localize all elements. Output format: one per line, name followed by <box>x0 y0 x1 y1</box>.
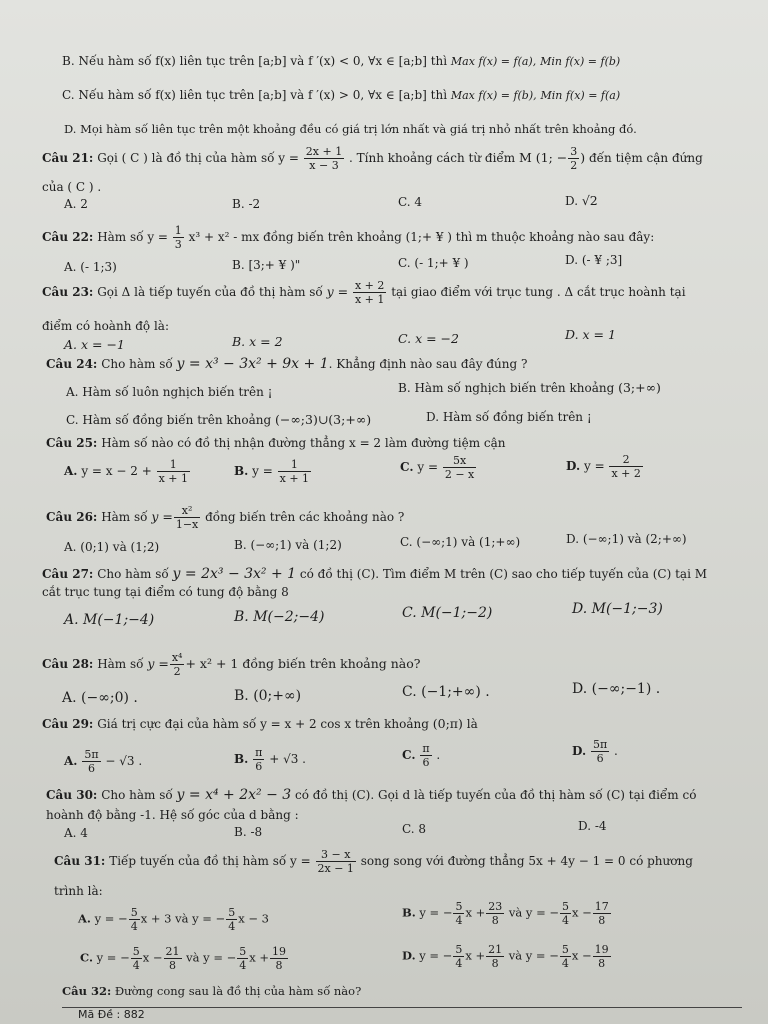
q22-option-b[interactable]: B. [3;+ ¥ )" <box>232 258 301 272</box>
q28-option-b[interactable]: B. (0;+∞) <box>234 688 302 704</box>
q21-line2: của ( C ) . <box>42 180 102 194</box>
q28-option-c[interactable]: C. (−1;+∞) . <box>402 684 490 700</box>
prev-option-b-max: Max f(x) = f(a), <box>450 55 537 68</box>
question-24: Câu 24: Cho hàm số y = x³ − 3x² + 9x + 1. Khẳng định nào sau đây đúng ? <box>46 356 528 372</box>
q30-option-a[interactable]: A. 4 <box>64 826 88 840</box>
question-30: Câu 30: Cho hàm số y = x⁴ + 2x² − 3 có đồ thị (C). Gọi d là tiếp tuyến của đồ thị hàm số (C) tại điểm có <box>46 787 697 803</box>
q31-option-c[interactable]: C. y = − $\frac{5}{4}$ x − $\frac{21}{8}$ và y = − $\frac{5}{4}$ x + $\frac{19}{8}$ <box>80 945 287 972</box>
q23-option-d[interactable]: D. x = 1 <box>565 327 616 342</box>
q27-option-b[interactable]: B. M(−2;−4) <box>234 609 325 625</box>
q27-option-c[interactable]: C. M(−1;−2) <box>402 605 493 621</box>
q21-option-a[interactable]: A. 2 <box>64 197 88 211</box>
q23-line2: điểm có hoành độ là: <box>42 319 169 333</box>
q24-option-c[interactable]: C. Hàm số đồng biến trên khoảng (−∞;3)∪(3;+∞) <box>66 412 372 427</box>
question-25-label: Câu 25: <box>46 436 98 450</box>
question-23: Câu 23: Gọi Δ là tiếp tuyến của đồ thị hàm số y = $\frac{x + 2}{x + 1}$ tại giao điểm với trục tung . Δ cắt trục hoành tại <box>42 279 686 306</box>
question-25: Câu 25: Hàm số nào có đồ thị nhận đường thẳng x = 2 làm đường tiệm cận <box>46 436 506 450</box>
q30-option-b[interactable]: B. -8 <box>234 825 263 839</box>
question-23-label: Câu 23: <box>42 285 94 299</box>
question-21: Câu 21: Gọi ( C ) là đồ thị của hàm số y = $\frac{2x + 1}{x - 3}$ . Tính khoảng cách từ điểm M (1; − $\frac{3}{2}$ ) đến tiệm cận đứng <box>42 145 703 172</box>
footer-divider <box>62 1007 742 1008</box>
q25-option-b[interactable]: B. y = $\frac{1}{x + 1}$ <box>234 458 310 485</box>
question-32: Câu 32: Đường cong sau là đồ thị của hàm số nào? <box>62 984 362 998</box>
q21-option-b[interactable]: B. -2 <box>232 197 261 211</box>
question-27: Câu 27: Cho hàm số y = 2x³ − 3x² + 1 có đồ thị (C). Tìm điểm M trên (C) sao cho tiếp tuyến của (C) tại M <box>42 566 708 582</box>
q22-option-c[interactable]: C. (- 1;+ ¥ ) <box>398 256 469 270</box>
q21-option-d[interactable]: D. √2 <box>565 193 598 208</box>
prev-option-c-text: C. Nếu hàm số f(x) liên tục trên [a;b] và f ′(x) > 0, ∀x ∈ [a;b] thì <box>62 88 448 102</box>
q27-option-d[interactable]: D. M(−1;−3) <box>572 601 663 617</box>
q21-point: M (1; − <box>519 150 568 165</box>
q26-option-d[interactable]: D. (−∞;1) và (2;+∞) <box>566 532 687 546</box>
exam-code: Mã Đề : 882 <box>78 1008 145 1021</box>
q31-option-a[interactable]: A. y = − $\frac{5}{4}$ x + 3 và y = − $\frac{5}{4}$ x − 3 <box>78 906 269 933</box>
question-31: Câu 31: Tiếp tuyến của đồ thị hàm số y = $\frac{3 - x}{2x - 1}$ song song với đường thẳng 5x + 4y − 1 = 0 có phương <box>54 848 693 875</box>
q22-fraction: $\frac{1}{3}$ <box>174 224 182 251</box>
question-22-label: Câu 22: <box>42 230 94 244</box>
q30-line2: hoành độ bằng -1. Hệ số góc của d bằng : <box>46 808 299 822</box>
question-31-label: Câu 31: <box>54 854 106 868</box>
q23-option-a[interactable]: A. x = −1 <box>64 337 125 352</box>
q29-option-d[interactable]: D. $\frac{5\pi}{6}$ . <box>572 738 618 765</box>
q26-option-b[interactable]: B. (−∞;1) và (1;2) <box>234 538 342 552</box>
prev-option-b <box>62 54 620 69</box>
q24-option-a[interactable]: A. Hàm số luôn nghịch biến trên ¡ <box>66 385 273 399</box>
q31-line2: trình là: <box>54 884 103 898</box>
q26-option-c[interactable]: C. (−∞;1) và (1;+∞) <box>400 535 521 549</box>
q25-option-c[interactable]: C. y = $\frac{5x}{2 - x}$ <box>400 454 475 481</box>
q27-line2: cắt trục tung tại điểm có tung độ bằng 8 <box>42 585 289 599</box>
q23-fraction: $\frac{x + 2}{x + 1}$ <box>354 279 385 306</box>
question-30-label: Câu 30: <box>46 788 98 802</box>
q27-function: y = 2x³ − 3x² + 1 <box>172 566 297 582</box>
q24-option-b[interactable]: B. Hàm số nghịch biến trên khoảng (3;+∞) <box>398 380 661 395</box>
question-27-label: Câu 27: <box>42 567 94 581</box>
q23-option-b[interactable]: B. x = 2 <box>232 334 283 349</box>
q24-option-d[interactable]: D. Hàm số đồng biến trên ¡ <box>426 410 592 424</box>
prev-option-c-max: Max f(x) = f(b), <box>450 89 537 102</box>
q29-option-c[interactable]: C. $\frac{\pi}{6}$ . <box>402 742 441 769</box>
question-21-label: Câu 21: <box>42 151 94 165</box>
prev-option-b-text: B. Nếu hàm số f(x) liên tục trên [a;b] và f ′(x) < 0, ∀x ∈ [a;b] thì <box>62 54 448 68</box>
question-32-label: Câu 32: <box>62 984 112 998</box>
q30-option-c[interactable]: C. 8 <box>402 822 427 836</box>
q30-option-d[interactable]: D. -4 <box>578 819 607 833</box>
q29-option-b[interactable]: B. $\frac{\pi}{6}$ + √3 . <box>234 746 306 773</box>
q29-option-a[interactable]: A. $\frac{5\pi}{6}$ − √3 . <box>64 748 143 775</box>
question-24-label: Câu 24: <box>46 357 98 371</box>
q28-option-a[interactable]: A. (−∞;0) . <box>62 690 138 706</box>
q27-option-a[interactable]: A. M(−1;−4) <box>64 612 155 628</box>
prev-option-c <box>62 88 620 103</box>
question-29-label: Câu 29: <box>42 717 94 731</box>
q21-fraction: $\frac{2x + 1}{x - 3}$ <box>305 145 343 172</box>
q24-function: y = x³ − 3x² + 9x + 1 <box>176 356 329 372</box>
prev-option-d: D. Mọi hàm số liên tục trên một khoảng đều có giá trị lớn nhất và giá trị nhỏ nhất trên khoảng đó. <box>64 122 637 136</box>
q22-option-d[interactable]: D. (- ¥ ;3] <box>565 253 623 267</box>
q26-option-a[interactable]: A. (0;1) và (1;2) <box>64 540 160 554</box>
prev-option-c-min: Min f(x) = f(a) <box>540 89 621 102</box>
q31-option-d[interactable]: D. y = − $\frac{5}{4}$ x + $\frac{21}{8}$ và y = − $\frac{5}{4}$ x − $\frac{19}{8}$ <box>402 943 609 970</box>
q26-fraction: $\frac{\text{x²}}{1-x}$ <box>175 504 199 531</box>
question-28: Câu 28: Hàm số y = $\frac{\text{x⁴}}{2}$ + x² + 1 đồng biến trên khoảng nào? <box>42 651 421 678</box>
prev-option-b-min: Min f(x) = f(b) <box>540 55 621 68</box>
q21-option-c[interactable]: C. 4 <box>398 195 423 209</box>
q28-fraction: $\frac{\text{x⁴}}{2}$ <box>171 651 183 678</box>
question-26-label: Câu 26: <box>46 510 98 524</box>
question-22: Câu 22: Hàm số y = $\frac{1}{3}$ x³ + x² - mx đồng biến trên khoảng (1;+ ¥ ) thì m thuộc khoảng nào sau đây: <box>42 224 655 251</box>
q22-option-a[interactable]: A. (- 1;3) <box>64 260 117 274</box>
q25-option-a[interactable]: A. y = x − 2 + $\frac{1}{x + 1}$ <box>64 458 188 485</box>
q31-fraction: $\frac{3 - x}{2x - 1}$ <box>317 848 354 875</box>
question-29: Câu 29: Giá trị cực đại của hàm số y = x + 2 cos x trên khoảng (0;π) là <box>42 716 478 731</box>
q28-option-d[interactable]: D. (−∞;−1) . <box>572 681 661 697</box>
q25-option-d[interactable]: D. y = $\frac{2}{x + 2}$ <box>566 453 641 480</box>
question-28-label: Câu 28: <box>42 657 94 671</box>
q23-option-c[interactable]: C. x = −2 <box>398 331 459 346</box>
question-26: Câu 26: Hàm số y = $\frac{\text{x²}}{1-x}$ đồng biến trên các khoảng nào ? <box>46 504 405 531</box>
q31-option-b[interactable]: B. y = − $\frac{5}{4}$ x + $\frac{23}{8}$ và y = − $\frac{5}{4}$ x − $\frac{17}{8}$ <box>402 900 609 927</box>
question-21-text: Gọi ( C ) là đồ thị của hàm số y = <box>97 151 299 165</box>
q30-function: y = x⁴ + 2x² − 3 <box>176 787 292 803</box>
